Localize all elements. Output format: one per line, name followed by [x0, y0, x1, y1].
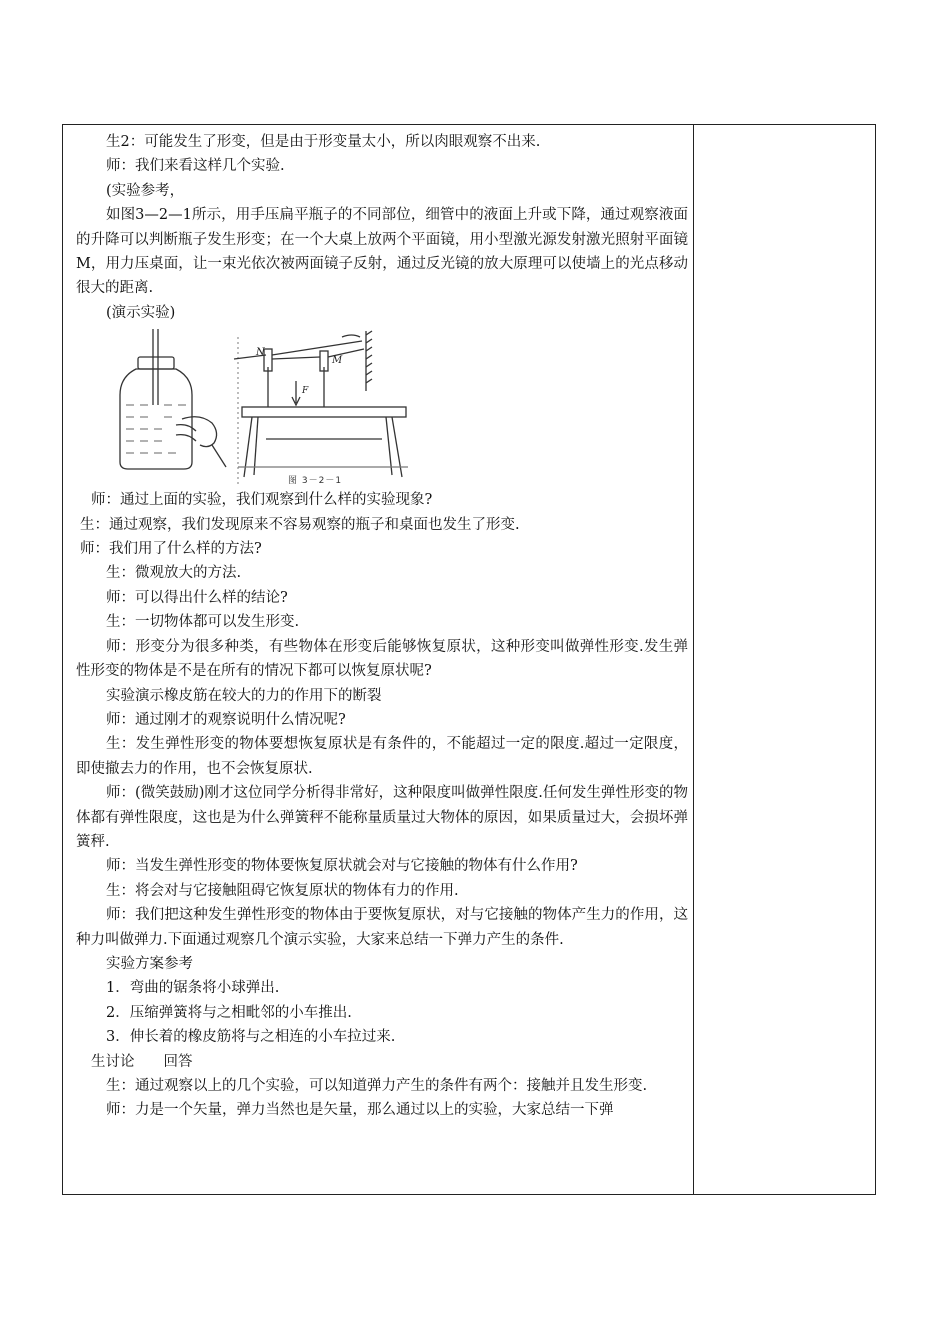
dialogue-line: 师：通过上面的实验，我们观察到什么样的实验现象?: [91, 492, 433, 509]
dialogue-line: 师：可以得出什么样的结论?: [106, 589, 288, 606]
dialogue-line: 1．弯曲的锯条将小球弹出.: [106, 980, 280, 997]
bottle-drawing: [120, 329, 226, 469]
text-paragraph: 如图3—2—1所示，用手压扁平瓶子的不同部位，细管中的液面上升或下降，通过观察液面的升降可以判断瓶子发生形变；在一个大桌上放两个平面镜，用小型激光源发射激光照射平面镜M，用力压桌面，让一束光依次被两面镜子反射，通过反光镜的放大原理可以使墙上的光点移动很大的距离.: [76, 207, 688, 297]
lesson-content: [76, 130, 688, 1123]
dialogue-line: 实验方案参考: [106, 955, 193, 972]
notes-cell: [694, 125, 875, 1194]
dialogue-line: 师：我们用了什么样的方法?: [80, 541, 262, 558]
dialogue-line: 生：微观放大的方法.: [106, 565, 242, 582]
dialogue-paragraph: 生：通过观察以上的几个实验，可以知道弹力产生的条件有两个：接触并且发生形变.: [106, 1078, 648, 1094]
dialogue-paragraph: 师：我们把这种发生弹性形变的物体由于要恢复原状，对与它接触的物体产生力的作用，这种力叫做弹力.下面通过观察几个演示实验，大家来总结一下弹力产生的条件.: [76, 907, 688, 948]
label-m: M: [332, 355, 343, 367]
dialogue-line: 生讨论 回答: [91, 1053, 193, 1070]
dialogue-line: 3．伸长着的橡皮筋将与之相连的小车拉过来.: [106, 1029, 396, 1046]
experiment-illustration: [116, 327, 416, 484]
text-line: (演示实验): [106, 304, 176, 321]
dialogue-line: 生：通过观察，我们发现原来不容易观察的瓶子和桌面也发生了形变.: [80, 516, 520, 533]
dialogue-line: 2．压缩弹簧将与之相毗邻的小车推出.: [106, 1004, 352, 1021]
text-line: 师：我们来看这样几个实验.: [106, 158, 285, 175]
label-f: F: [302, 386, 309, 397]
text-line: (实验参考，: [106, 182, 185, 199]
dialogue-paragraph: 师：形变分为很多种类，有些物体在形变后能够恢复原状，这种形变叫做弹性形变.发生弹性形变的物体是不是在所有的情况下都可以恢复原状呢?: [76, 638, 688, 680]
experiment-figure: [76, 327, 688, 487]
dialogue-paragraph: 师：(微笑鼓励)刚才这位同学分析得非常好，这种限度叫做弹性限度.任何发生弹性形变的物体都有弹性限度，这也是为什么弹簧秤不能称量质量过大物体的原因，如果质量过大，会损坏弹簧秤.: [76, 785, 688, 850]
text-line: 生2：可能发生了形变，但是由于形变量太小，所以肉眼观察不出来.: [106, 134, 541, 150]
figure-caption: 图 3－2－1: [288, 476, 343, 487]
dialogue-line: 生：一切物体都可以发生形变.: [106, 614, 300, 631]
dialogue-line: 实验演示橡皮筋在较大的力的作用下的断裂: [106, 687, 382, 704]
label-n: N: [256, 347, 265, 359]
dialogue-line: 生：将会对与它接触阻碍它恢复原状的物体有力的作用.: [106, 882, 459, 899]
lesson-table: [62, 124, 876, 1195]
dialogue-line: 师：力是一个矢量，弹力当然也是矢量，那么通过以上的实验，大家总结一下弹: [106, 1102, 614, 1119]
dialogue-line: 师：通过刚才的观察说明什么情况呢?: [106, 711, 346, 728]
dialogue-line: 师：当发生弹性形变的物体要恢复原状就会对与它接触的物体有什么作用?: [106, 858, 578, 875]
dialogue-paragraph: 生：发生弹性形变的物体要想恢复原状是有条件的，不能超过一定的限度.超过一定限度，即使撤去力的作用，也不会恢复原状.: [76, 736, 688, 777]
